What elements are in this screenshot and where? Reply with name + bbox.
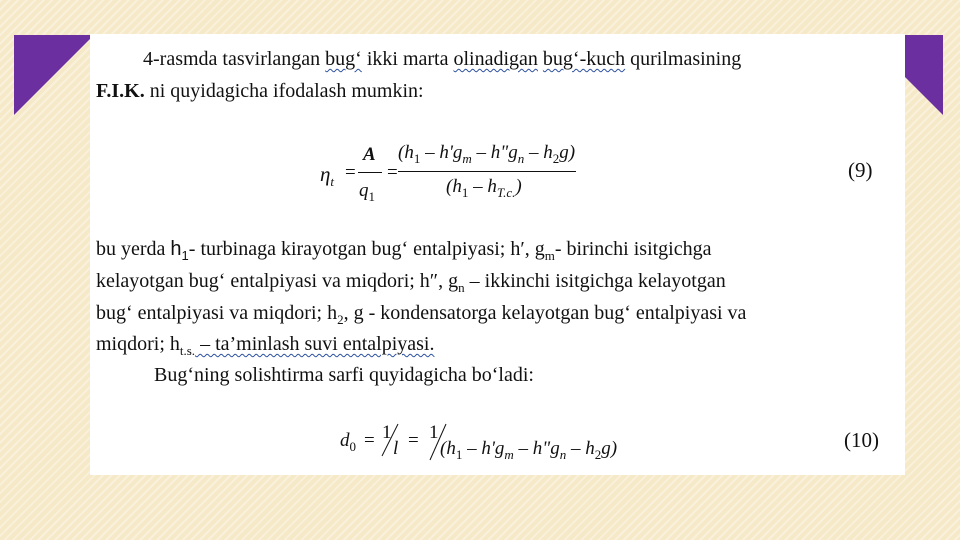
paragraph2-line5 <box>154 364 534 387</box>
eq10-lhs: $d_0$ <box>340 430 356 454</box>
paragraph2-line3 <box>96 302 746 328</box>
document-image <box>90 34 905 475</box>
eq10-equals-2: = <box>408 430 419 451</box>
decorative-triangle-left <box>14 35 94 115</box>
eq10-one-b: 1 <box>429 422 439 443</box>
text: qurilmasining <box>625 48 742 70</box>
eq9-numerator-a: A <box>363 144 376 165</box>
symbol-h1: $h_1$ <box>170 238 189 263</box>
text: kelayotgan bug‘ entalpiyasi va miqdori; h″, g <box>96 270 459 292</box>
eq9-denominator: $(h_1 - h_{T.c.})$ <box>446 176 522 200</box>
text: bug‘ entalpiyasi va miqdori; h <box>96 302 338 324</box>
paragraph2-line4 <box>96 333 434 359</box>
text: olinadigan <box>453 48 538 70</box>
paragraph1-line2 <box>96 80 424 103</box>
text: miqdori; h <box>96 333 180 355</box>
subscript: n <box>458 280 465 295</box>
text: bu yerda <box>96 238 171 260</box>
text: - turbinaga kirayotgan bug‘ entalpiyasi; h′, g <box>188 238 545 260</box>
eq9-lhs: $\eta_t$ <box>320 162 335 190</box>
subscript: t.s. <box>179 343 196 358</box>
eq9-fraction-bar-2 <box>398 171 576 172</box>
eq10-equals: = <box>364 430 375 451</box>
eq9-denominator-q: $q_1$ <box>359 180 375 204</box>
paragraph2-line2 <box>96 270 726 296</box>
eq9-number: (9) <box>848 158 873 182</box>
eq9-equals: = <box>345 162 356 183</box>
subscript: m <box>544 248 555 263</box>
paragraph2-line1 <box>96 238 712 264</box>
text: – ikkinchi isitgichga kelayotgan <box>464 270 726 292</box>
eq9-equals-2: = <box>387 162 398 183</box>
eq10-expression: ($h_1 - h'g_m$ – $h"g_n - h_2g$) <box>440 438 618 462</box>
eq10-slash-1 <box>378 422 402 458</box>
paragraph1-line1 <box>143 48 741 71</box>
text: - birinchi isitgichga <box>554 238 712 260</box>
eq9-fraction-bar-1 <box>358 172 382 173</box>
text: – ta’minlash suvi entalpiyasi. <box>195 333 435 355</box>
eq10-one-a: 1 <box>382 422 392 443</box>
subscript: 2 <box>337 312 344 327</box>
text: , g - kondensatorga kelayotgan bug‘ entalpiyasi va <box>343 302 747 324</box>
eq10-number: (10) <box>844 428 879 452</box>
abbreviation: F.I.K. <box>96 80 145 102</box>
text: bug‘-kuch <box>542 48 626 70</box>
text: bug‘ <box>325 48 362 70</box>
text: 4-rasmda tasvirlangan <box>143 48 326 70</box>
text: ni quyidagicha ifodalash mumkin: <box>144 80 424 102</box>
eq9-numerator: ($h_1 - h'g_m$ – $h"g_n - h_2g$) <box>398 142 576 166</box>
text: ikki marta <box>361 48 454 70</box>
text: Bug‘ning solishtirma sarfi quyidagicha bo‘ladi: <box>154 364 534 386</box>
eq10-l: l <box>393 438 399 459</box>
